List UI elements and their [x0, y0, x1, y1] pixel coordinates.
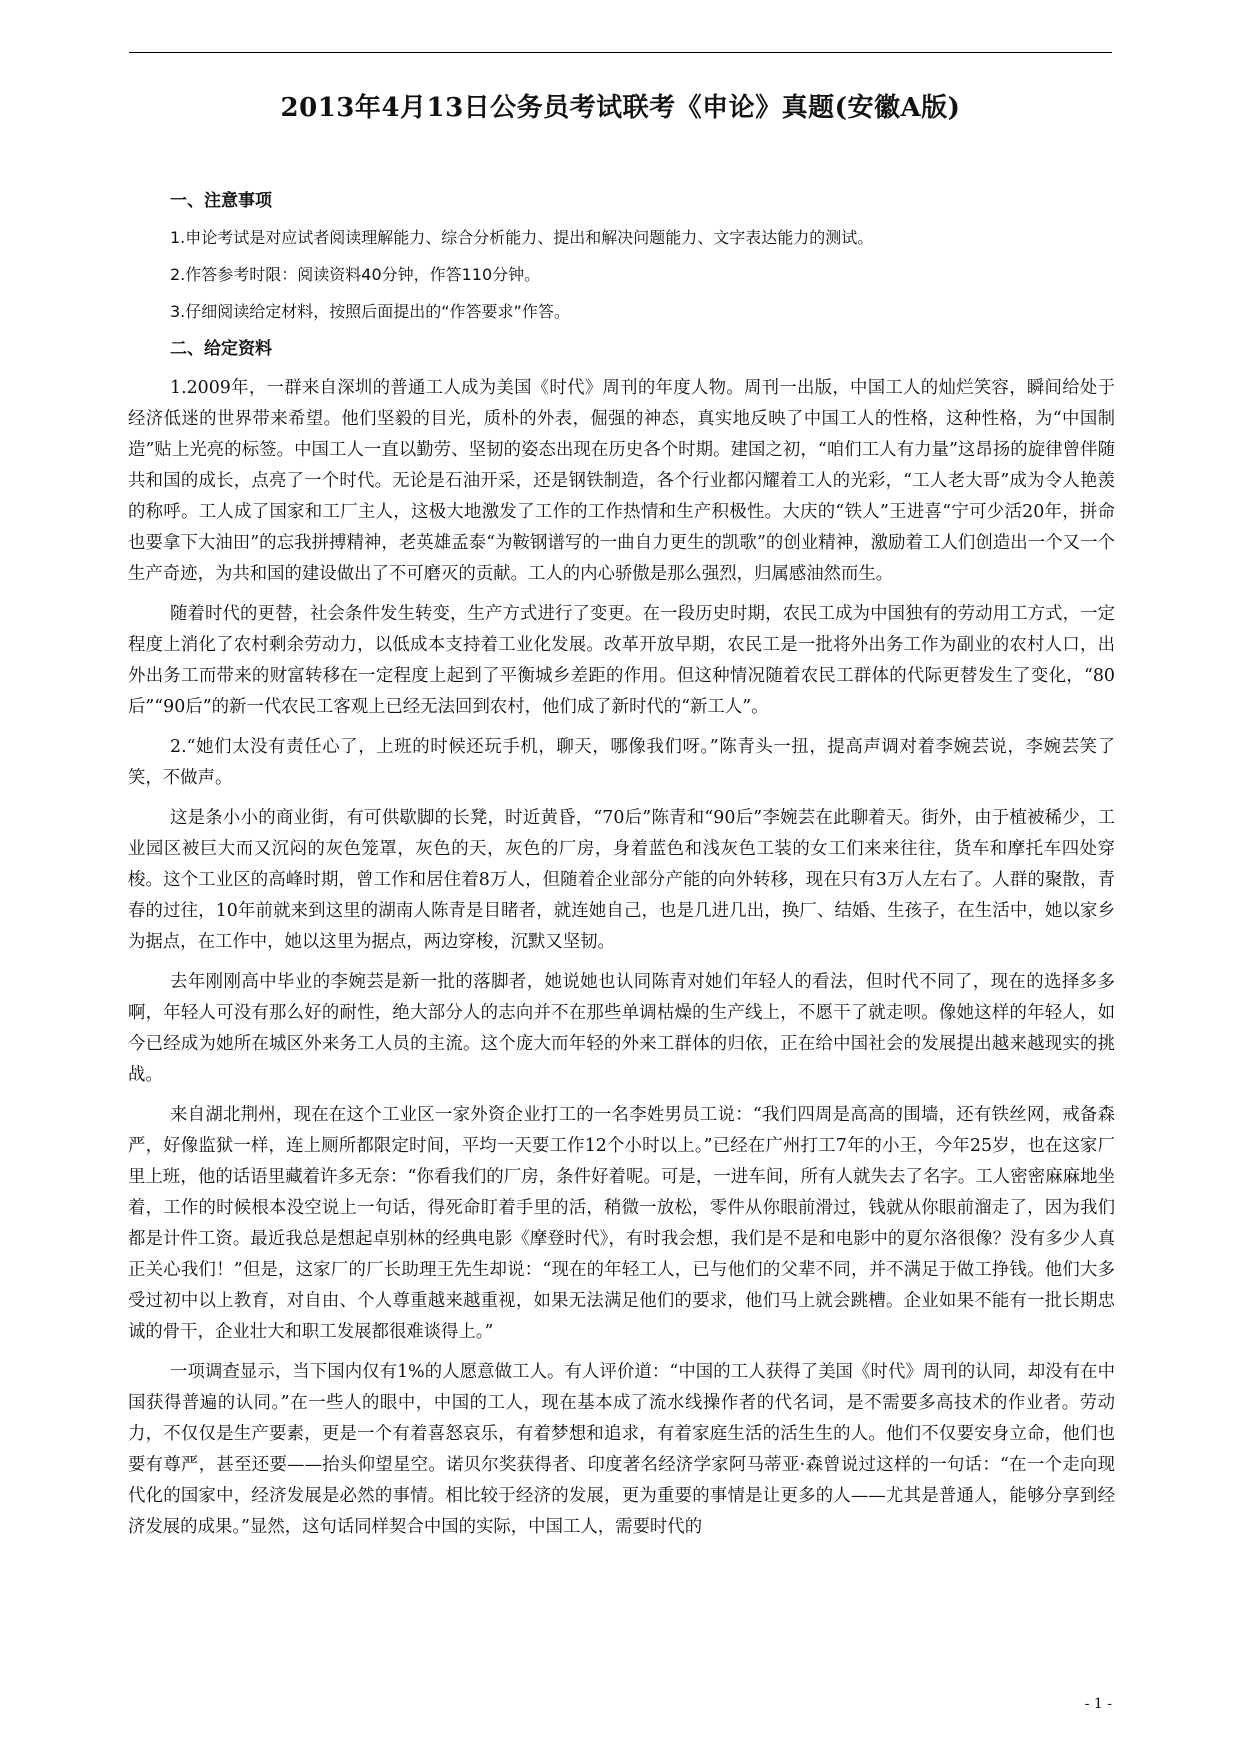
material-paragraph: 1.2009年，一群来自深圳的普通工人成为美国《时代》周刊的年度人物。周刊一出版，中国工人的灿烂笑容，瞬间给处于经济低迷的世界带来希望。他们坚毅的目光，质朴的外表，倔强的神态，真实地反映了中国工人的性格，这种性格，为“中国制造”贴上光亮的标签。中国工人一直以勤劳、坚韧的姿态出现在历史各个时期。建国之初，“咱们工人有力量”这昂扬的旋律曾伴随共和国的成长，点亮了一个时代。无论是石油开采，还是钢铁制造，各个行业都闪耀着工人的光彩，“工人老大哥”成为令人艳羡的称呼。工人成了国家和工厂主人，这极大地激发了工作的工作热情和生产积极性。大庆的“铁人”王进喜“宁可少活20年，拼命也要拿下大油田”的忘我拼搏精神，老英雄孟泰“为鞍钢谱写的一曲自力更生的凯歌”的创业精神，激励着工人们创造出一个又一个生产奇迹，为共和国的建设做出了不可磨灭的贡献。工人的内心骄傲是那么强烈，归属感油然而生。 — [128, 378, 1115, 584]
material-paragraph: 这是条小小的商业街，有可供歇脚的长凳，时近黄昏，“70后”陈青和“90后”李婉芸在此聊着天。街外，由于植被稀少，工业园区被巨大而又沉闷的灰色笼罩，灰色的天，灰色的厂房，身着蓝色和浅灰色工装的女工们来来往往，货车和摩托车四处穿梭。这个工业区的高峰时期，曾工作和居住着8万人，但随着企业部分产能的向外转移，现在只有3万人左右了。人群的聚散，青春的过往，10年前就来到这里的湖南人陈青是目睹者，就连她自己，也是几进几出，换厂、结婚、生孩子，在生活中，她以家乡为据点，在工作中，她以这里为据点，两边穿梭，沉默又坚韧。 — [128, 808, 1115, 952]
document-body — [128, 188, 1115, 1552]
top-rule — [129, 52, 1112, 53]
page-number: - 1 - — [1084, 1696, 1112, 1712]
section-heading-notice: 一、注意事项 — [170, 191, 272, 211]
material-paragraph: 来自湖北荆州，现在在这个工业区一家外资企业打工的一名李姓男员工说：“我们四周是高高的围墙，还有铁丝网，戒备森严，好像监狱一样，连上厕所都限定时间，平均一天要工作12个小时以上。”已经在广州打工7年的小王，今年25岁，也在这家厂里上班，他的话语里藏着许多无奈：“你看我们的厂房，条件好着呢。可是，一进车间，所有人就失去了名字。工人密密麻麻地坐着，工作的时候根本没空说上一句话，得死命盯着手里的活，稍微一放松，零件从你眼前滑过，钱就从你眼前溜走了，因为我们都是计件工资。最近我总是想起卓别林的经典电影《摩登时代》，有时我会想，我们是不是和电影中的夏尔洛很像？没有多少人真正关心我们！”但是，这家厂的厂长助理王先生却说：“现在的年轻工人，已与他们的父辈不同，并不满足于做工挣钱。他们大多受过初中以上教育，对自由、个人尊重越来越重视，如果无法满足他们的要求，他们马上就会跳槽。企业如果不能有一批长期忠诚的骨干，企业壮大和职工发展都很难谈得上。” — [128, 1105, 1115, 1342]
material-paragraph: 随着时代的更替，社会条件发生转变，生产方式进行了变更。在一段历史时期，农民工成为中国独有的劳动用工方式，一定程度上消化了农村剩余劳动力，以低成本支持着工业化发展。改革开放早期，农民工是一批将外出务工作为副业的农村人口，出外出务工而带来的财富转移在一定程度上起到了平衡城乡差距的作用。但这种情况随着农民工群体的代际更替发生了变化，“80后”“90后”的新一代农民工客观上已经无法回到农村，他们成了新时代的“新工人”。 — [128, 604, 1115, 717]
notice-item: 3.仔细阅读给定材料，按照后面提出的“作答要求”作答。 — [170, 302, 570, 321]
material-paragraph: 2.“她们太没有责任心了，上班的时候还玩手机，聊天，哪像我们呀。”陈青头一扭，提高声调对着李婉芸说，李婉芸笑了笑，不做声。 — [128, 737, 1115, 788]
material-paragraph: 去年刚刚高中毕业的李婉芸是新一批的落脚者，她说她也认同陈青对她们年轻人的看法，但时代不同了，现在的选择多多啊，年轻人可没有那么好的耐性，绝大部分人的志向并不在那些单调枯燥的生产线上，不愿干了就走呗。像她这样的年轻人，如今已经成为她所在城区外来务工人员的主流。这个庞大而年轻的外来工群体的归依，正在给中国社会的发展提出越来越现实的挑战。 — [128, 972, 1115, 1085]
notice-item: 1.申论考试是对应试者阅读理解能力、综合分析能力、提出和解决问题能力、文字表达能力的测试。 — [170, 228, 874, 247]
section-heading-materials: 二、给定资料 — [170, 339, 272, 359]
material-paragraph: 一项调查显示，当下国内仅有1%的人愿意做工人。有人评价道：“中国的工人获得了美国《时代》周刊的认同，却没有在中国获得普遍的认同。”在一些人的眼中，中国的工人，现在基本成了流水线操作者的代名词，是不需要多高技术的作业者。劳动力，不仅仅是生产要素，更是一个有着喜怒哀乐，有着梦想和追求，有着家庭生活的活生生的人。他们不仅要安身立命，他们也要有尊严，甚至还要——抬头仰望星空。诺贝尔奖获得者、印度著名经济学家阿马蒂亚·森曾说过这样的一句话：“在一个走向现代化的国家中，经济发展是必然的事情。相比较于经济的发展，更为重要的事情是让更多的人——尤其是普通人，能够分享到经济发展的成果。”显然，这句话同样契合中国的实际，中国工人，需要时代的 — [128, 1362, 1115, 1537]
notice-item: 2.作答参考时限：阅读资料40分钟，作答110分钟。 — [170, 265, 541, 284]
document-title: 2013年4月13日公务员考试联考《申论》真题(安徽A版) — [280, 93, 961, 123]
